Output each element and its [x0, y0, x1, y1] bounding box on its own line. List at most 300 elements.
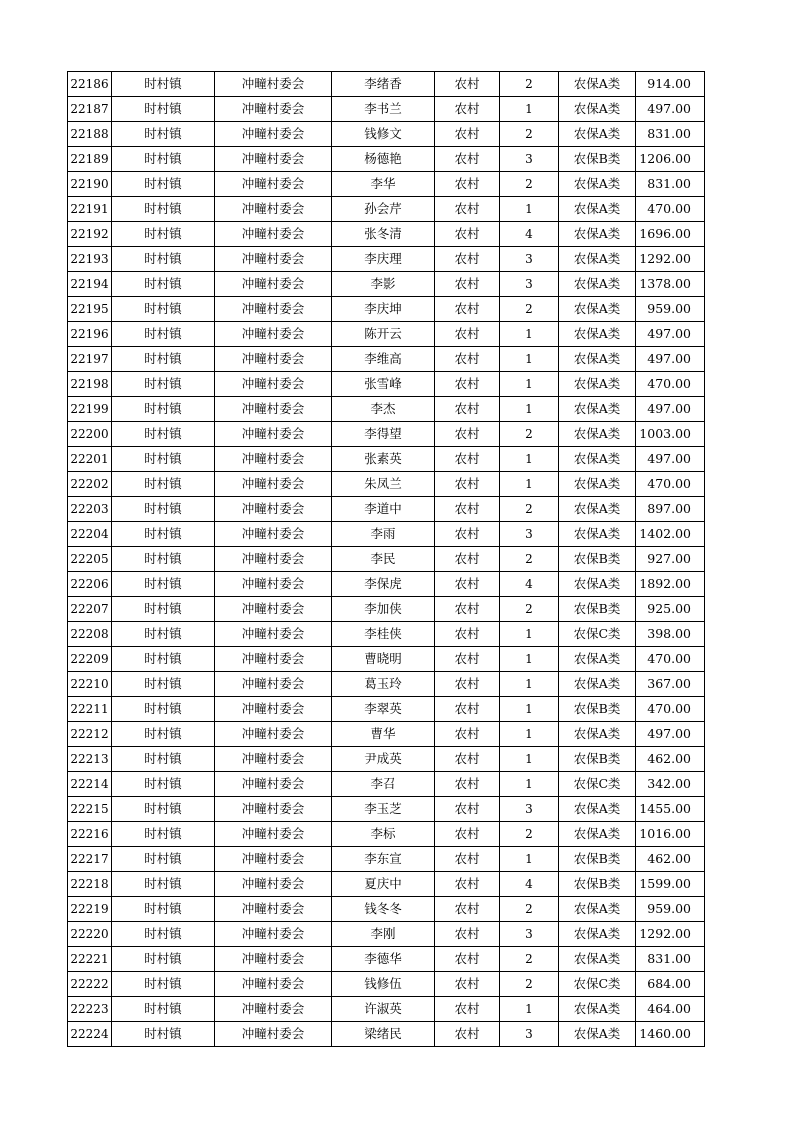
insurance-category-cell: 农保A类 — [559, 997, 636, 1022]
person-name-cell: 李影 — [332, 272, 435, 297]
village-committee-cell: 冲疃村委会 — [215, 647, 332, 672]
serial-number-cell: 22190 — [68, 172, 112, 197]
town-cell: 时村镇 — [112, 247, 215, 272]
amount-cell: 1292.00 — [636, 247, 705, 272]
household-size-cell: 2 — [500, 297, 559, 322]
serial-number-cell: 22211 — [68, 697, 112, 722]
table-row — [68, 247, 705, 272]
person-name-cell: 孙会芹 — [332, 197, 435, 222]
person-name-cell: 李雨 — [332, 522, 435, 547]
area-type-cell: 农村 — [435, 322, 500, 347]
person-name-cell: 梁绪民 — [332, 1022, 435, 1047]
village-committee-cell: 冲疃村委会 — [215, 797, 332, 822]
amount-cell: 342.00 — [636, 772, 705, 797]
household-size-cell: 1 — [500, 722, 559, 747]
household-size-cell: 1 — [500, 772, 559, 797]
household-size-cell: 2 — [500, 972, 559, 997]
household-size-cell: 2 — [500, 72, 559, 97]
village-committee-cell: 冲疃村委会 — [215, 72, 332, 97]
table-row — [68, 747, 705, 772]
amount-cell: 959.00 — [636, 297, 705, 322]
person-name-cell: 李标 — [332, 822, 435, 847]
table-row — [68, 872, 705, 897]
area-type-cell: 农村 — [435, 697, 500, 722]
town-cell: 时村镇 — [112, 422, 215, 447]
person-name-cell: 朱凤兰 — [332, 472, 435, 497]
insurance-category-cell: 农保A类 — [559, 172, 636, 197]
town-cell: 时村镇 — [112, 472, 215, 497]
town-cell: 时村镇 — [112, 872, 215, 897]
household-size-cell: 4 — [500, 872, 559, 897]
household-size-cell: 2 — [500, 172, 559, 197]
household-size-cell: 3 — [500, 1022, 559, 1047]
town-cell: 时村镇 — [112, 522, 215, 547]
insurance-category-cell: 农保A类 — [559, 497, 636, 522]
insurance-category-cell: 农保A类 — [559, 322, 636, 347]
area-type-cell: 农村 — [435, 847, 500, 872]
village-committee-cell: 冲疃村委会 — [215, 1022, 332, 1047]
household-size-cell: 2 — [500, 122, 559, 147]
serial-number-cell: 22212 — [68, 722, 112, 747]
insurance-category-cell: 农保C类 — [559, 772, 636, 797]
village-committee-cell: 冲疃村委会 — [215, 247, 332, 272]
village-committee-cell: 冲疃村委会 — [215, 847, 332, 872]
amount-cell: 959.00 — [636, 897, 705, 922]
table-row — [68, 972, 705, 997]
serial-number-cell: 22213 — [68, 747, 112, 772]
town-cell: 时村镇 — [112, 122, 215, 147]
household-size-cell: 1 — [500, 747, 559, 772]
person-name-cell: 曹华 — [332, 722, 435, 747]
serial-number-cell: 22214 — [68, 772, 112, 797]
village-committee-cell: 冲疃村委会 — [215, 422, 332, 447]
area-type-cell: 农村 — [435, 572, 500, 597]
serial-number-cell: 22208 — [68, 622, 112, 647]
village-committee-cell: 冲疃村委会 — [215, 672, 332, 697]
area-type-cell: 农村 — [435, 822, 500, 847]
household-size-cell: 4 — [500, 572, 559, 597]
serial-number-cell: 22207 — [68, 597, 112, 622]
table-row — [68, 897, 705, 922]
amount-cell: 470.00 — [636, 697, 705, 722]
amount-cell: 398.00 — [636, 622, 705, 647]
serial-number-cell: 22186 — [68, 72, 112, 97]
insurance-category-cell: 农保A类 — [559, 97, 636, 122]
insurance-category-cell: 农保B类 — [559, 547, 636, 572]
person-name-cell: 曹晓明 — [332, 647, 435, 672]
household-size-cell: 3 — [500, 272, 559, 297]
amount-cell: 1402.00 — [636, 522, 705, 547]
village-committee-cell: 冲疃村委会 — [215, 522, 332, 547]
serial-number-cell: 22222 — [68, 972, 112, 997]
table-row — [68, 997, 705, 1022]
area-type-cell: 农村 — [435, 472, 500, 497]
table-row — [68, 672, 705, 697]
household-size-cell: 4 — [500, 222, 559, 247]
area-type-cell: 农村 — [435, 147, 500, 172]
household-size-cell: 2 — [500, 897, 559, 922]
table-row — [68, 272, 705, 297]
town-cell: 时村镇 — [112, 497, 215, 522]
serial-number-cell: 22221 — [68, 947, 112, 972]
person-name-cell: 钱修伍 — [332, 972, 435, 997]
amount-cell: 1460.00 — [636, 1022, 705, 1047]
person-name-cell: 李维高 — [332, 347, 435, 372]
village-committee-cell: 冲疃村委会 — [215, 547, 332, 572]
table-row — [68, 947, 705, 972]
insurance-category-cell: 农保C类 — [559, 972, 636, 997]
amount-cell: 914.00 — [636, 72, 705, 97]
town-cell: 时村镇 — [112, 297, 215, 322]
serial-number-cell: 22206 — [68, 572, 112, 597]
village-committee-cell: 冲疃村委会 — [215, 297, 332, 322]
amount-cell: 1206.00 — [636, 147, 705, 172]
area-type-cell: 农村 — [435, 97, 500, 122]
household-size-cell: 1 — [500, 697, 559, 722]
serial-number-cell: 22197 — [68, 347, 112, 372]
insurance-category-cell: 农保A类 — [559, 72, 636, 97]
household-size-cell: 1 — [500, 347, 559, 372]
village-committee-cell: 冲疃村委会 — [215, 997, 332, 1022]
records-table — [67, 71, 705, 1047]
table-row — [68, 797, 705, 822]
insurance-category-cell: 农保A类 — [559, 647, 636, 672]
amount-cell: 497.00 — [636, 347, 705, 372]
village-committee-cell: 冲疃村委会 — [215, 172, 332, 197]
table-row — [68, 922, 705, 947]
person-name-cell: 李得望 — [332, 422, 435, 447]
town-cell: 时村镇 — [112, 997, 215, 1022]
amount-cell: 470.00 — [636, 197, 705, 222]
household-size-cell: 1 — [500, 322, 559, 347]
village-committee-cell: 冲疃村委会 — [215, 147, 332, 172]
area-type-cell: 农村 — [435, 222, 500, 247]
town-cell: 时村镇 — [112, 447, 215, 472]
table-row — [68, 447, 705, 472]
insurance-category-cell: 农保B类 — [559, 847, 636, 872]
village-committee-cell: 冲疃村委会 — [215, 472, 332, 497]
village-committee-cell: 冲疃村委会 — [215, 622, 332, 647]
table-row — [68, 772, 705, 797]
person-name-cell: 钱冬冬 — [332, 897, 435, 922]
area-type-cell: 农村 — [435, 897, 500, 922]
household-size-cell: 3 — [500, 922, 559, 947]
table-row — [68, 597, 705, 622]
amount-cell: 1599.00 — [636, 872, 705, 897]
table-row — [68, 622, 705, 647]
household-size-cell: 1 — [500, 472, 559, 497]
household-size-cell: 2 — [500, 597, 559, 622]
person-name-cell: 李召 — [332, 772, 435, 797]
amount-cell: 464.00 — [636, 997, 705, 1022]
town-cell: 时村镇 — [112, 547, 215, 572]
table-row — [68, 122, 705, 147]
household-size-cell: 2 — [500, 822, 559, 847]
serial-number-cell: 22204 — [68, 522, 112, 547]
serial-number-cell: 22196 — [68, 322, 112, 347]
serial-number-cell: 22210 — [68, 672, 112, 697]
insurance-category-cell: 农保A类 — [559, 197, 636, 222]
amount-cell: 470.00 — [636, 372, 705, 397]
insurance-category-cell: 农保A类 — [559, 447, 636, 472]
person-name-cell: 李民 — [332, 547, 435, 572]
table-row — [68, 522, 705, 547]
area-type-cell: 农村 — [435, 672, 500, 697]
person-name-cell: 李玉芝 — [332, 797, 435, 822]
insurance-category-cell: 农保A类 — [559, 422, 636, 447]
village-committee-cell: 冲疃村委会 — [215, 322, 332, 347]
area-type-cell: 农村 — [435, 422, 500, 447]
village-committee-cell: 冲疃村委会 — [215, 922, 332, 947]
insurance-category-cell: 农保A类 — [559, 947, 636, 972]
serial-number-cell: 22200 — [68, 422, 112, 447]
town-cell: 时村镇 — [112, 822, 215, 847]
area-type-cell: 农村 — [435, 247, 500, 272]
table-row — [68, 847, 705, 872]
table-row — [68, 822, 705, 847]
amount-cell: 470.00 — [636, 472, 705, 497]
insurance-category-cell: 农保A类 — [559, 722, 636, 747]
area-type-cell: 农村 — [435, 947, 500, 972]
village-committee-cell: 冲疃村委会 — [215, 347, 332, 372]
insurance-category-cell: 农保A类 — [559, 347, 636, 372]
household-size-cell: 1 — [500, 672, 559, 697]
person-name-cell: 李翠英 — [332, 697, 435, 722]
table-row — [68, 322, 705, 347]
insurance-category-cell: 农保A类 — [559, 572, 636, 597]
village-committee-cell: 冲疃村委会 — [215, 697, 332, 722]
area-type-cell: 农村 — [435, 197, 500, 222]
household-size-cell: 1 — [500, 447, 559, 472]
village-committee-cell: 冲疃村委会 — [215, 747, 332, 772]
area-type-cell: 农村 — [435, 772, 500, 797]
household-size-cell: 1 — [500, 372, 559, 397]
amount-cell: 925.00 — [636, 597, 705, 622]
amount-cell: 470.00 — [636, 647, 705, 672]
town-cell: 时村镇 — [112, 72, 215, 97]
area-type-cell: 农村 — [435, 922, 500, 947]
table-row — [68, 1022, 705, 1047]
serial-number-cell: 22223 — [68, 997, 112, 1022]
person-name-cell: 李庆坤 — [332, 297, 435, 322]
serial-number-cell: 22193 — [68, 247, 112, 272]
insurance-category-cell: 农保A类 — [559, 822, 636, 847]
table-row — [68, 397, 705, 422]
village-committee-cell: 冲疃村委会 — [215, 872, 332, 897]
serial-number-cell: 22215 — [68, 797, 112, 822]
serial-number-cell: 22194 — [68, 272, 112, 297]
amount-cell: 684.00 — [636, 972, 705, 997]
town-cell: 时村镇 — [112, 672, 215, 697]
village-committee-cell: 冲疃村委会 — [215, 372, 332, 397]
insurance-category-cell: 农保A类 — [559, 1022, 636, 1047]
household-size-cell: 1 — [500, 847, 559, 872]
household-size-cell: 3 — [500, 247, 559, 272]
town-cell: 时村镇 — [112, 972, 215, 997]
table-row — [68, 547, 705, 572]
household-size-cell: 1 — [500, 997, 559, 1022]
amount-cell: 497.00 — [636, 97, 705, 122]
insurance-category-cell: 农保A类 — [559, 372, 636, 397]
town-cell: 时村镇 — [112, 897, 215, 922]
table-row — [68, 297, 705, 322]
serial-number-cell: 22218 — [68, 872, 112, 897]
person-name-cell: 李庆理 — [332, 247, 435, 272]
serial-number-cell: 22205 — [68, 547, 112, 572]
serial-number-cell: 22201 — [68, 447, 112, 472]
insurance-category-cell: 农保A类 — [559, 297, 636, 322]
person-name-cell: 李桂侠 — [332, 622, 435, 647]
area-type-cell: 农村 — [435, 172, 500, 197]
insurance-category-cell: 农保A类 — [559, 472, 636, 497]
town-cell: 时村镇 — [112, 622, 215, 647]
serial-number-cell: 22199 — [68, 397, 112, 422]
household-size-cell: 2 — [500, 947, 559, 972]
person-name-cell: 李加侠 — [332, 597, 435, 622]
amount-cell: 1696.00 — [636, 222, 705, 247]
town-cell: 时村镇 — [112, 747, 215, 772]
insurance-category-cell: 农保A类 — [559, 122, 636, 147]
serial-number-cell: 22192 — [68, 222, 112, 247]
amount-cell: 927.00 — [636, 547, 705, 572]
serial-number-cell: 22219 — [68, 897, 112, 922]
area-type-cell: 农村 — [435, 597, 500, 622]
household-size-cell: 3 — [500, 797, 559, 822]
table-row — [68, 372, 705, 397]
serial-number-cell: 22203 — [68, 497, 112, 522]
area-type-cell: 农村 — [435, 272, 500, 297]
household-size-cell: 2 — [500, 422, 559, 447]
household-size-cell: 2 — [500, 547, 559, 572]
table-row — [68, 347, 705, 372]
town-cell: 时村镇 — [112, 372, 215, 397]
insurance-category-cell: 农保B类 — [559, 747, 636, 772]
insurance-category-cell: 农保A类 — [559, 897, 636, 922]
village-committee-cell: 冲疃村委会 — [215, 597, 332, 622]
person-name-cell: 张素英 — [332, 447, 435, 472]
serial-number-cell: 22216 — [68, 822, 112, 847]
household-size-cell: 1 — [500, 97, 559, 122]
town-cell: 时村镇 — [112, 572, 215, 597]
village-committee-cell: 冲疃村委会 — [215, 447, 332, 472]
household-size-cell: 1 — [500, 397, 559, 422]
household-size-cell: 3 — [500, 147, 559, 172]
amount-cell: 1292.00 — [636, 922, 705, 947]
table-row — [68, 197, 705, 222]
village-committee-cell: 冲疃村委会 — [215, 97, 332, 122]
serial-number-cell: 22217 — [68, 847, 112, 872]
village-committee-cell: 冲疃村委会 — [215, 497, 332, 522]
household-size-cell: 1 — [500, 647, 559, 672]
insurance-category-cell: 农保B类 — [559, 147, 636, 172]
area-type-cell: 农村 — [435, 647, 500, 672]
person-name-cell: 葛玉玲 — [332, 672, 435, 697]
table-row — [68, 422, 705, 447]
amount-cell: 367.00 — [636, 672, 705, 697]
household-size-cell: 1 — [500, 197, 559, 222]
table-row — [68, 722, 705, 747]
person-name-cell: 张冬清 — [332, 222, 435, 247]
area-type-cell: 农村 — [435, 372, 500, 397]
village-committee-cell: 冲疃村委会 — [215, 122, 332, 147]
serial-number-cell: 22224 — [68, 1022, 112, 1047]
amount-cell: 497.00 — [636, 722, 705, 747]
town-cell: 时村镇 — [112, 197, 215, 222]
insurance-category-cell: 农保A类 — [559, 922, 636, 947]
town-cell: 时村镇 — [112, 322, 215, 347]
person-name-cell: 李杰 — [332, 397, 435, 422]
town-cell: 时村镇 — [112, 947, 215, 972]
area-type-cell: 农村 — [435, 72, 500, 97]
insurance-category-cell: 农保A类 — [559, 222, 636, 247]
table-row — [68, 472, 705, 497]
household-size-cell: 3 — [500, 522, 559, 547]
area-type-cell: 农村 — [435, 397, 500, 422]
area-type-cell: 农村 — [435, 447, 500, 472]
insurance-category-cell: 农保A类 — [559, 797, 636, 822]
serial-number-cell: 22220 — [68, 922, 112, 947]
village-committee-cell: 冲疃村委会 — [215, 822, 332, 847]
village-committee-cell: 冲疃村委会 — [215, 197, 332, 222]
area-type-cell: 农村 — [435, 547, 500, 572]
insurance-category-cell: 农保A类 — [559, 672, 636, 697]
table-row — [68, 697, 705, 722]
table-body — [68, 72, 705, 1047]
town-cell: 时村镇 — [112, 222, 215, 247]
village-committee-cell: 冲疃村委会 — [215, 972, 332, 997]
town-cell: 时村镇 — [112, 172, 215, 197]
area-type-cell: 农村 — [435, 347, 500, 372]
amount-cell: 497.00 — [636, 322, 705, 347]
area-type-cell: 农村 — [435, 797, 500, 822]
area-type-cell: 农村 — [435, 872, 500, 897]
village-committee-cell: 冲疃村委会 — [215, 772, 332, 797]
area-type-cell: 农村 — [435, 972, 500, 997]
area-type-cell: 农村 — [435, 122, 500, 147]
amount-cell: 497.00 — [636, 447, 705, 472]
amount-cell: 831.00 — [636, 122, 705, 147]
serial-number-cell: 22198 — [68, 372, 112, 397]
person-name-cell: 李书兰 — [332, 97, 435, 122]
town-cell: 时村镇 — [112, 697, 215, 722]
amount-cell: 1455.00 — [636, 797, 705, 822]
person-name-cell: 许淑英 — [332, 997, 435, 1022]
amount-cell: 497.00 — [636, 397, 705, 422]
person-name-cell: 钱修文 — [332, 122, 435, 147]
serial-number-cell: 22189 — [68, 147, 112, 172]
area-type-cell: 农村 — [435, 747, 500, 772]
person-name-cell: 夏庆中 — [332, 872, 435, 897]
serial-number-cell: 22209 — [68, 647, 112, 672]
amount-cell: 831.00 — [636, 947, 705, 972]
person-name-cell: 李东宣 — [332, 847, 435, 872]
area-type-cell: 农村 — [435, 522, 500, 547]
amount-cell: 1378.00 — [636, 272, 705, 297]
person-name-cell: 李德华 — [332, 947, 435, 972]
village-committee-cell: 冲疃村委会 — [215, 272, 332, 297]
person-name-cell: 李绪香 — [332, 72, 435, 97]
person-name-cell: 李保虎 — [332, 572, 435, 597]
household-size-cell: 1 — [500, 622, 559, 647]
serial-number-cell: 22202 — [68, 472, 112, 497]
village-committee-cell: 冲疃村委会 — [215, 947, 332, 972]
person-name-cell: 张雪峰 — [332, 372, 435, 397]
amount-cell: 1016.00 — [636, 822, 705, 847]
table-row — [68, 497, 705, 522]
village-committee-cell: 冲疃村委会 — [215, 397, 332, 422]
town-cell: 时村镇 — [112, 347, 215, 372]
table-row — [68, 147, 705, 172]
